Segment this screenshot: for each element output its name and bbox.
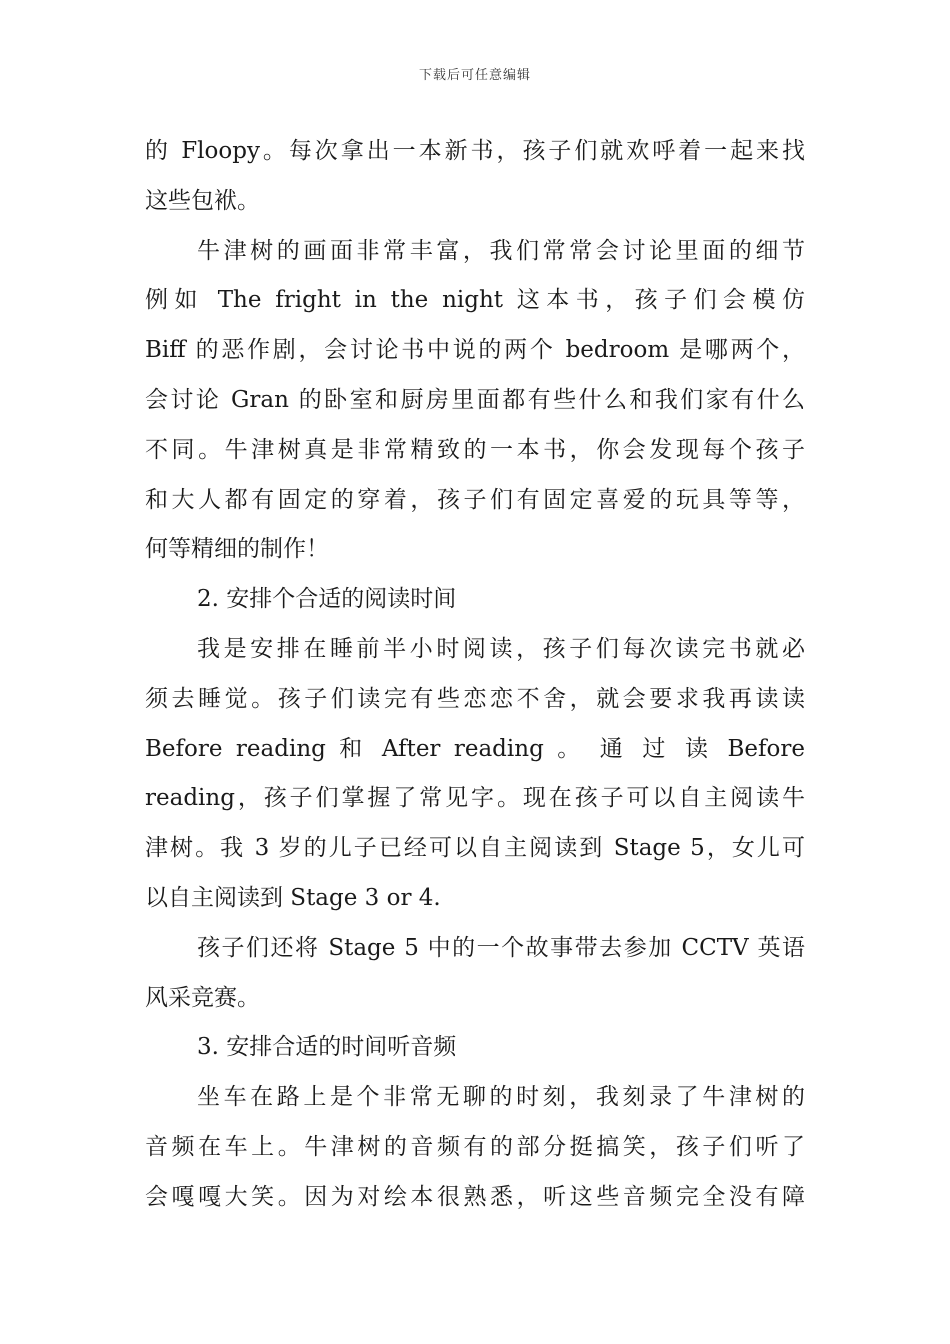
document-body bbox=[145, 127, 805, 1223]
text-line: 牛津树的画面非常丰富，我们常常会讨论里面的细节 bbox=[197, 237, 805, 264]
text-line: 会讨论 Gran 的卧室和厨房里面都有些什么和我们家有什么 bbox=[145, 386, 805, 413]
text-line: 我是安排在睡前半小时阅读，孩子们每次读完书就必 bbox=[197, 635, 805, 662]
text-line: 风采竞赛。 bbox=[145, 984, 260, 1011]
text-line: 例如 The fright in the night 这本书，孩子们会模仿 bbox=[145, 287, 805, 314]
text-line: 以自主阅读到 Stage 3 or 4. bbox=[145, 884, 441, 911]
text-line: Biff 的恶作剧，会讨论书中说的两个 bedroom 是哪两个， bbox=[145, 337, 805, 364]
text-line: 何等精细的制作！ bbox=[145, 536, 329, 563]
text-line: 会嘎嘎大笑。因为对绘本很熟悉，听这些音频完全没有障 bbox=[145, 1183, 805, 1210]
text-line: 坐车在路上是个非常无聊的时刻，我刻录了牛津树的 bbox=[197, 1084, 805, 1111]
text-line: 和大人都有固定的穿着，孩子们有固定喜爱的玩具等等， bbox=[145, 486, 805, 513]
text-line: 的 Floopy。每次拿出一本新书，孩子们就欢呼着一起来找 bbox=[145, 138, 805, 164]
text-line: 这些包袱。 bbox=[145, 187, 260, 214]
text-line: 须去睡觉。孩子们读完有些恋恋不舍，就会要求我再读读 bbox=[145, 685, 805, 712]
page-header: 下载后可任意编辑 bbox=[418, 68, 531, 83]
text-line: 不同。牛津树真是非常精致的一本书，你会发现每个孩子 bbox=[145, 436, 805, 463]
text-line: 津树。我 3 岁的儿子已经可以自主阅读到 Stage 5，女儿可 bbox=[145, 835, 805, 862]
text-line: 孩子们还将 Stage 5 中的一个故事带去参加 CCTV 英语 bbox=[197, 934, 805, 961]
text-line: Before reading 和 After reading 。 通 过 读 Before bbox=[145, 735, 805, 762]
text-line: reading，孩子们掌握了常见字。现在孩子可以自主阅读牛 bbox=[145, 785, 805, 812]
text-line: 音频在车上。牛津树的音频有的部分挺搞笑，孩子们听了 bbox=[145, 1133, 805, 1160]
section-heading: 2. 安排个合适的阅读时间 bbox=[197, 586, 457, 613]
section-heading: 3. 安排合适的时间听音频 bbox=[197, 1034, 457, 1061]
